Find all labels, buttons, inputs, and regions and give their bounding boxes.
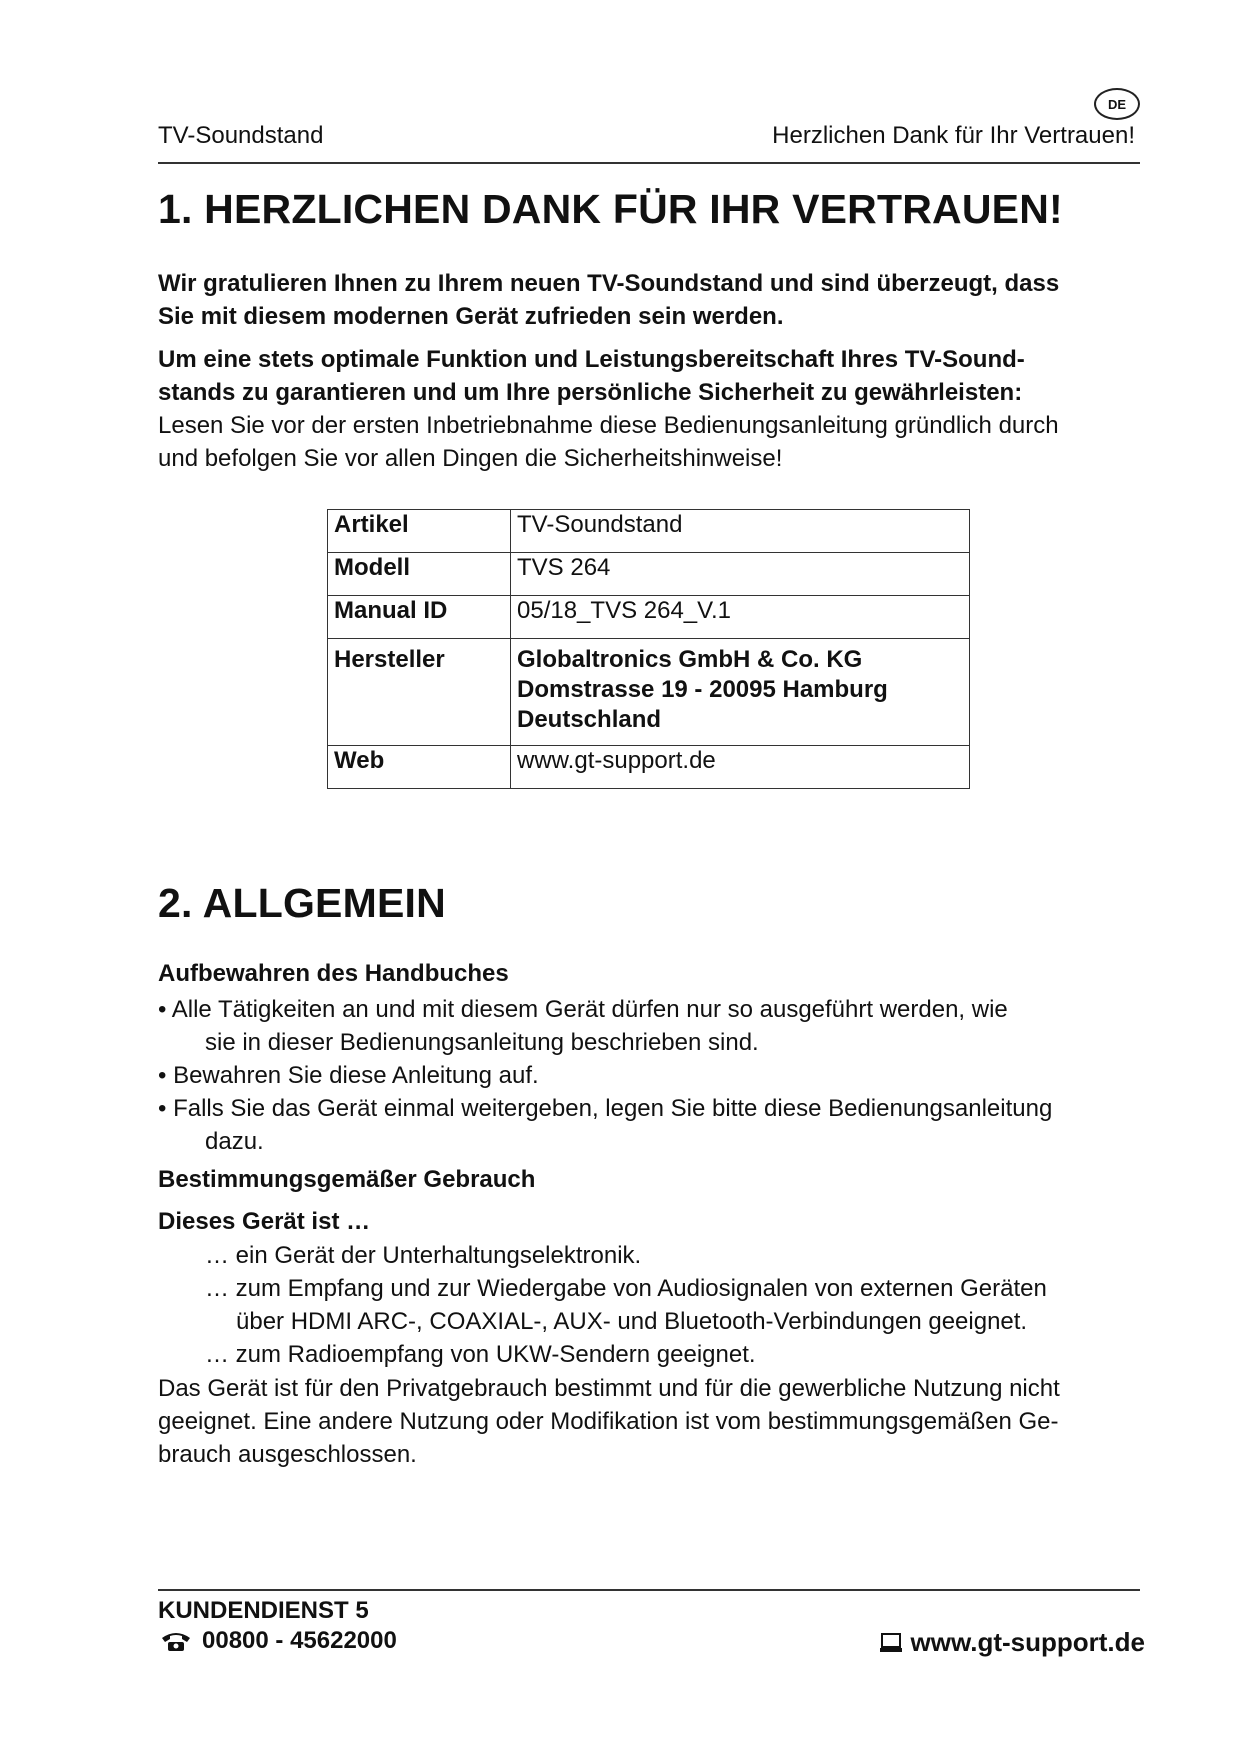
table-row-manufacturer [328,639,970,746]
web-label: Web [328,746,511,789]
table-row-manual-id [328,596,970,639]
usage-line-2: geeignet. Eine andere Nutzung oder Modifikation ist vom bestimmungsgemäßen Ge- [158,1408,1059,1435]
usage-line-1: Das Gerät ist für den Privatgebrauch bestimmt und für die gewerbliche Nutzung nicht [158,1375,1060,1402]
footer-divider [158,1589,1140,1591]
section-2-title: 2. ALLGEMEIN [158,880,446,926]
bullet-list [158,993,1148,1158]
list-item-continuation: sie in dieser Bedienungsanleitung beschrieben sind. [205,1029,759,1056]
list-item: … ein Gerät der Unterhaltungselektronik. [205,1242,642,1269]
header-product-name: TV-Soundstand [158,122,324,149]
table-row-web [328,746,970,789]
list-item: • Falls Sie das Gerät einmal weitergeben, legen Sie bitte diese Bedienungsanleitung [158,1095,1053,1122]
article-value: TV-Soundstand [511,510,970,553]
article-label: Artikel [328,510,511,553]
computer-icon [879,1632,903,1654]
list-item: • Bewahren Sie diese Anleitung auf. [158,1062,539,1089]
manual-id-value: 05/18_TVS 264_V.1 [511,596,970,639]
intro-bold-2-line-2: stands zu garantieren und um Ihre persönliche Sicherheit zu gewährleisten: [158,379,1023,406]
usage-paragraph [158,1372,1148,1471]
subheading-intended-use: Bestimmungsgemäßer Gebrauch [158,1166,536,1193]
intro-bold-paragraph-2 [158,343,1148,409]
intro-bold-1-line-2: Sie mit diesem modernen Gerät zufrieden sein werden. [158,303,784,330]
subheading-manual-storage: Aufbewahren des Handbuches [158,960,509,987]
list-item-continuation: über HDMI ARC-, COAXIAL-, AUX- und Bluetooth-Verbindungen geeignet. [236,1308,1028,1335]
list-item: … zum Radioempfang von UKW-Sendern geeignet. [205,1341,756,1368]
list-item-continuation: dazu. [205,1128,264,1155]
model-label: Modell [328,553,511,596]
footer-title: KUNDENDIENST 5 [158,1597,369,1624]
intro-bold-2-line-1: Um eine stets optimale Funktion und Leistungsbereitschaft Ihres TV-Sound- [158,346,1025,373]
list-item: … zum Empfang und zur Wiedergabe von Audiosignalen von externen Geräten [205,1275,1047,1302]
manufacturer-name: Globaltronics GmbH & Co. KG [517,646,863,673]
section-1-title: 1. HERZLICHEN DANK FÜR IHR VERTRAUEN! [158,186,1063,232]
model-value: TVS 264 [511,553,970,596]
footer-phone [160,1627,397,1655]
intro-paragraph [158,409,1148,475]
list-item: • Alle Tätigkeiten an und mit diesem Gerät dürfen nur so ausgeführt werden, wie [158,996,1008,1023]
footer-website [879,1627,1145,1658]
manufacturer-value [511,639,970,746]
language-badge: DE [1094,88,1140,120]
phone-number[interactable]: 00800 - 45622000 [202,1627,397,1654]
web-value[interactable]: www.gt-support.de [511,746,970,789]
header-divider [158,162,1140,164]
intro-line-1: Lesen Sie vor der ersten Inbetriebnahme diese Bedienungsanleitung gründlich durch [158,412,1059,439]
manual-id-label: Manual ID [328,596,511,639]
intro-bold-1-line-1: Wir gratulieren Ihnen zu Ihrem neuen TV-Soundstand und sind überzeugt, dass [158,270,1060,297]
manufacturer-label: Hersteller [328,639,511,746]
telephone-icon [160,1630,192,1652]
usage-list [205,1239,1135,1371]
header-section-title: Herzlichen Dank für Ihr Vertrauen! [772,122,1135,149]
intro-bold-paragraph-1 [158,267,1148,333]
subheading-device-is: Dieses Gerät ist … [158,1208,371,1235]
product-info-table [327,509,970,789]
table-row-article [328,510,970,553]
manufacturer-country: Deutschland [517,706,662,733]
intro-line-2: und befolgen Sie vor allen Dingen die Sicherheitshinweise! [158,445,783,472]
website-link[interactable]: www.gt-support.de [910,1627,1145,1657]
table-row-model [328,553,970,596]
manufacturer-address: Domstrasse 19 - 20095 Hamburg [517,676,888,703]
usage-line-3: brauch ausgeschlossen. [158,1441,417,1468]
